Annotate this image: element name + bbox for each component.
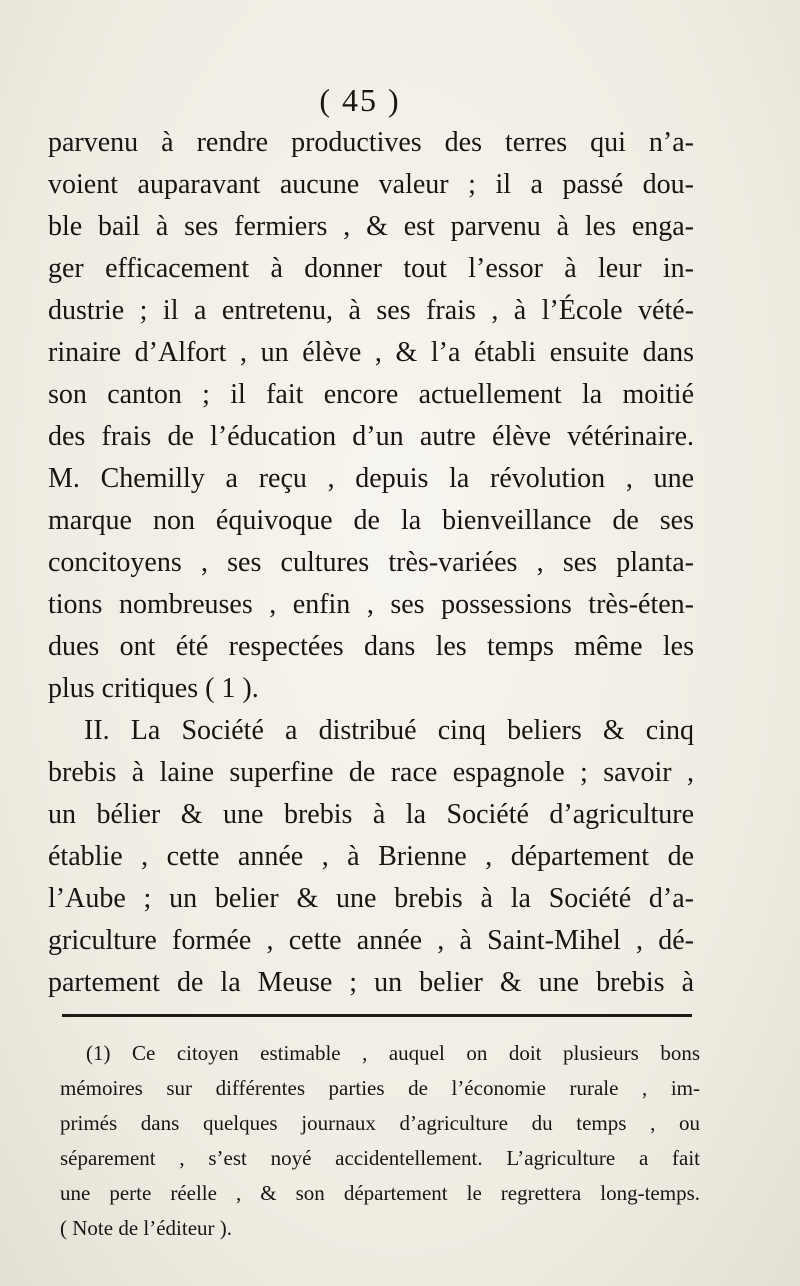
body-line: dustrie ; il a entretenu, à ses frais , à l’École vété-	[48, 295, 694, 326]
body-line: tions nombreuses , enfin , ses possessions très-éten-	[48, 589, 694, 620]
body-line: parvenu à rendre productives des terres qui n’a-	[48, 127, 694, 158]
body-text	[48, 122, 694, 1004]
body-line: un bélier & une brebis à la Société d’agriculture	[48, 799, 694, 830]
body-line: établie , cette année , à Brienne , département de	[48, 841, 694, 872]
body-line: dues ont été respectées dans les temps même les	[48, 631, 694, 662]
body-line: ble bail à ses fermiers , & est parvenu à les enga-	[48, 211, 694, 242]
body-line: II. La Société a distribué cinq beliers & cinq	[84, 715, 694, 746]
footnote-line: séparement , s’est noyé accidentellement. L’agriculture a fait	[60, 1146, 700, 1170]
footnote-line: ( Note de l’éditeur ).	[60, 1216, 233, 1240]
footnote-line: (1) Ce citoyen estimable , auquel on doit plusieurs bons	[86, 1041, 700, 1065]
body-line: brebis à laine superfine de race espagnole ; savoir ,	[48, 757, 694, 788]
body-line: son canton ; il fait encore actuellement la moitié	[48, 379, 694, 410]
body-line: voient auparavant aucune valeur ; il a passé dou-	[48, 169, 694, 200]
body-line: des frais de l’éducation d’un autre élève vétérinaire.	[48, 421, 694, 452]
body-line: griculture formée , cette année , à Saint-Mihel , dé-	[48, 925, 694, 956]
body-line: marque non équivoque de la bienveillance de ses	[48, 505, 694, 536]
body-line: partement de la Meuse ; un belier & une brebis à	[48, 967, 694, 998]
footnote-line: primés dans quelques journaux d’agriculture du temps , ou	[60, 1111, 700, 1135]
body-line: l’Aube ; un belier & une brebis à la Société d’a-	[48, 883, 694, 914]
footnote-line: une perte réelle , & son département le regrettera long-temps.	[60, 1181, 700, 1205]
footnote	[60, 1036, 700, 1246]
body-line: rinaire d’Alfort , un élève , & l’a établi ensuite dans	[48, 337, 694, 368]
body-line: plus critiques ( 1 ).	[48, 673, 259, 704]
footnote-divider	[62, 1014, 692, 1017]
body-line: ger efficacement à donner tout l’essor à leur in-	[48, 253, 694, 284]
body-line: M. Chemilly a reçu , depuis la révolution , une	[48, 463, 694, 494]
footnote-line: mémoires sur différentes parties de l’économie rurale , im-	[60, 1076, 700, 1100]
page-number: ( 45 )	[319, 82, 401, 118]
body-line: concitoyens , ses cultures très-variées , ses planta-	[48, 547, 694, 578]
